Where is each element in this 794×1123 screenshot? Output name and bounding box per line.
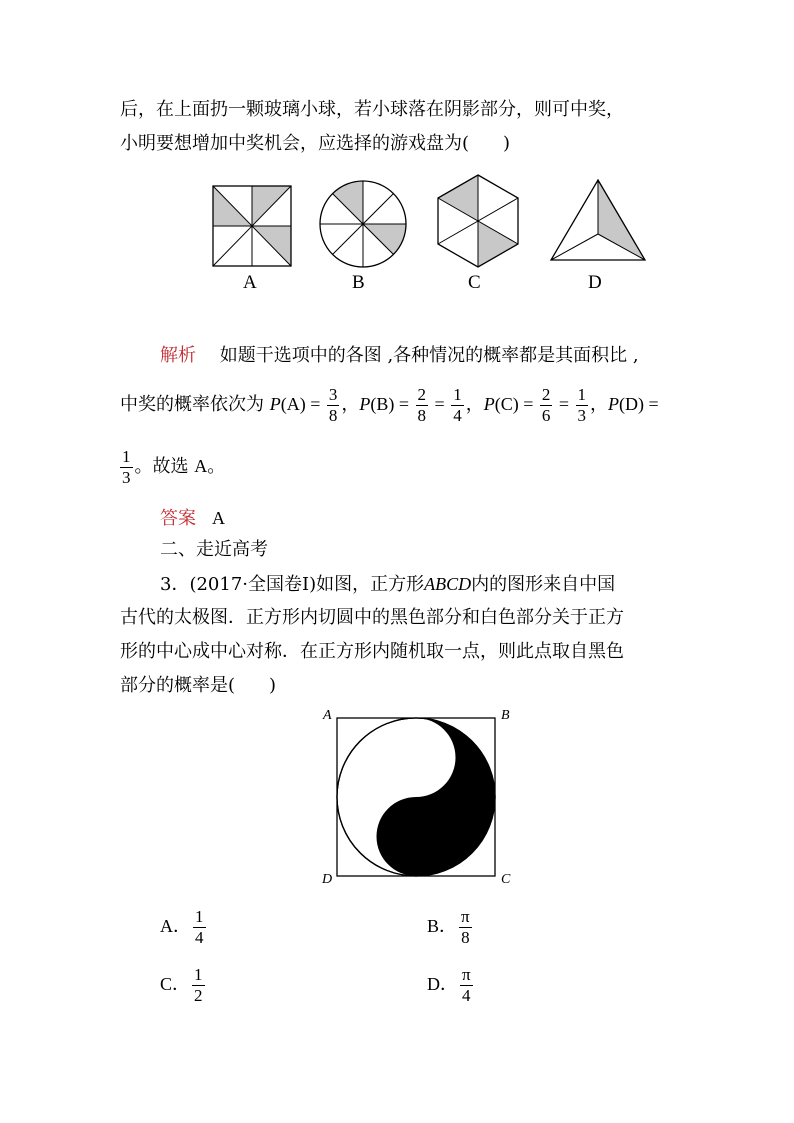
analysis-line-1 — [160, 344, 639, 368]
prob-b-frac-2: $\frac{1}{4}$ — [453, 385, 462, 426]
question-line-2-text: 小明要想增加中奖机会，应选择的游戏盘为( — [120, 133, 470, 154]
figure-a-square — [213, 186, 291, 266]
q3-line-2: 古代的太极图．正方形内切圆中的黑色部分和白色部分关于正方 — [120, 607, 624, 628]
corner-a: A — [323, 708, 332, 723]
question-line-2 — [120, 132, 510, 156]
q3-line-4-text: 部分的概率是( — [120, 675, 236, 696]
question-line-2-close: ) — [503, 133, 511, 154]
figure-a-label: A — [243, 272, 257, 293]
q3-line-4 — [120, 674, 276, 698]
taiji-black-dot — [408, 829, 424, 845]
q3-line-3: 形的中心成中心对称．在正方形内随机取一点，则此点取自黑色 — [120, 641, 624, 662]
analysis-line-3 — [118, 444, 225, 489]
option-c-label: C． — [160, 974, 191, 994]
prob-c-frac-2: $\frac{1}{3}$ — [577, 385, 587, 426]
section-title: 二、走近高考 — [160, 539, 268, 560]
prob-a-frac: $\frac{3}{8}$ — [328, 385, 338, 426]
option-b[interactable] — [427, 904, 474, 949]
corner-c: C — [501, 872, 511, 887]
figure-c-shaded-2 — [478, 221, 518, 267]
prob-b: P(B) = $\frac{2}{8}$ = $\frac{1}{4}$ — [359, 385, 462, 426]
q3-line-1-rest: 内的图形来自中国 — [471, 574, 616, 595]
analysis-text-1: 如题干选项中的各图 ,各种情况的概率都是其面积比 , — [219, 345, 639, 366]
option-a-label: A． — [160, 916, 191, 936]
option-b-frac: $\frac{\pi}{8}$ — [461, 906, 470, 947]
analysis-line-3-text: 。故选 — [134, 456, 189, 477]
option-d-label: D． — [427, 974, 458, 994]
question-line-1: 后，在上面扔一颗玻璃小球，若小球落在阴影部分，则可中奖， — [120, 99, 624, 120]
analysis-line-2: 中奖的概率依次为 P(A) = $\frac{3}{8}$ ，P(B) = $\frac{2}{8}$ = $\frac{1}{4}$ ，P(C) = $\frac{2}{6}$ = $\frac{1}{3}$ ，P(D) = — [120, 385, 659, 426]
q3-line-4-close: ) — [269, 675, 277, 696]
analysis-label: 解析 — [160, 345, 196, 366]
analysis-line-3-frac: $\frac{1}{3}$ — [122, 446, 131, 487]
prob-b-frac-1: $\frac{2}{8}$ — [417, 385, 427, 426]
option-d[interactable] — [427, 962, 475, 1007]
taiji-figure — [337, 718, 495, 876]
figure-c-hexagon — [437, 174, 519, 268]
figure-d-label: D — [588, 272, 602, 293]
option-d-frac: $\frac{\pi}{4}$ — [462, 964, 471, 1005]
figure-c-label: C — [468, 272, 481, 293]
q3-line-1 — [160, 572, 615, 597]
option-b-label: B． — [427, 916, 458, 936]
corner-d: D — [322, 872, 333, 887]
figure-b-circle — [319, 180, 407, 268]
analysis-line-3-choice: A。 — [194, 456, 226, 476]
figure-d-triangle — [550, 179, 646, 261]
answer-label: 答案 — [160, 508, 196, 529]
option-c[interactable] — [160, 962, 207, 1007]
analysis-prefix: 中奖的概率依次为 — [120, 394, 264, 415]
prob-a: P(A) = $\frac{3}{8}$ — [269, 385, 338, 426]
prob-d: P(D) = — [608, 394, 659, 414]
figure-b-label: B — [352, 272, 365, 293]
figure-b-shaded-2 — [363, 224, 406, 254]
figure-c-shaded-1 — [438, 175, 478, 221]
option-a[interactable] — [160, 904, 208, 949]
prob-c-frac-1: $\frac{2}{6}$ — [541, 385, 551, 426]
figure-b-shaded-1 — [333, 181, 363, 224]
answer-line — [160, 506, 225, 531]
taiji-white-dot — [408, 750, 424, 766]
option-a-frac: $\frac{1}{4}$ — [195, 906, 204, 947]
prob-c: P(C) = $\frac{2}{6}$ = $\frac{1}{3}$ — [483, 385, 587, 426]
answer-value: A — [212, 508, 225, 528]
q3-line-1-start: 3．(2017·全国卷Ⅰ)如图，正方形 — [160, 574, 425, 595]
option-c-frac: $\frac{1}{2}$ — [194, 964, 203, 1005]
corner-b: B — [501, 708, 510, 723]
q3-abcd: ABCD — [424, 574, 472, 594]
